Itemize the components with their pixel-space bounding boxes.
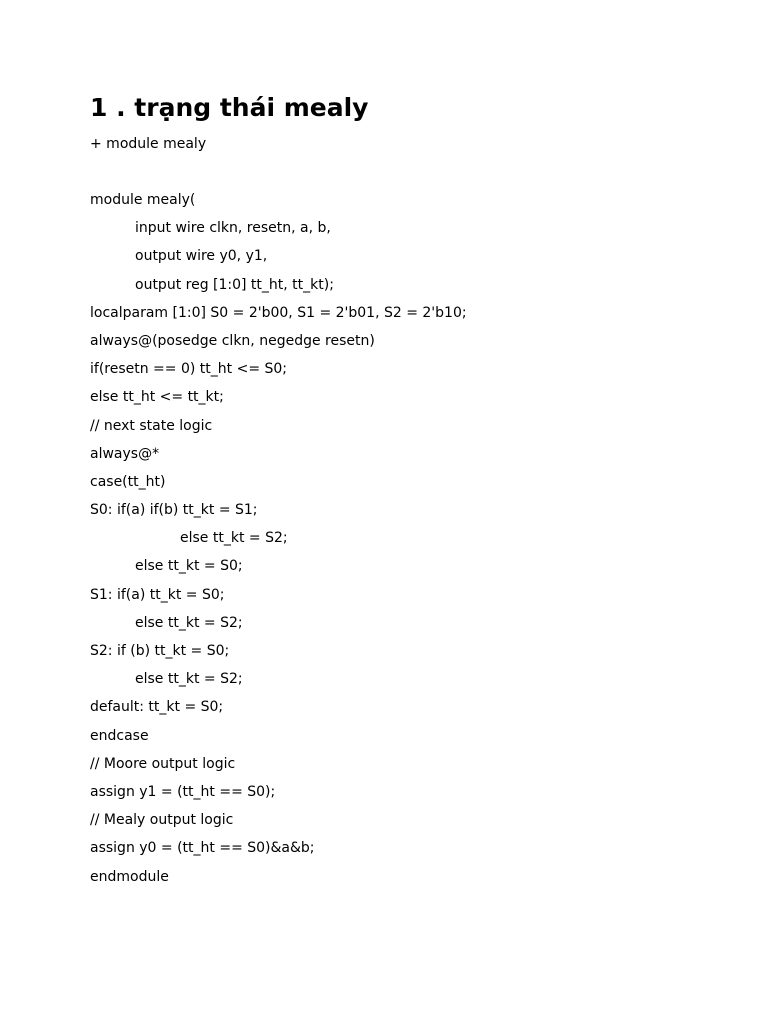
code-line: else tt_kt = S2;: [135, 671, 243, 688]
code-line: always@*: [90, 445, 160, 462]
section-heading: 1 . trạng thái mealy: [90, 93, 369, 122]
code-line: default: tt_kt = S0;: [90, 699, 224, 716]
code-line: always@(posedge clkn, negedge resetn): [90, 332, 375, 349]
code-line: else tt_kt = S2;: [180, 530, 288, 547]
code-line: else tt_kt = S2;: [135, 614, 243, 631]
code-line: localparam [1:0] S0 = 2'b00, S1 = 2'b01, S2 = 2'b10;: [90, 304, 467, 321]
code-line: S2: if (b) tt_kt = S0;: [90, 643, 230, 659]
code-line: output wire y0, y1,: [135, 248, 268, 265]
code-comment-line: // Moore output logic: [90, 755, 236, 772]
code-line: output reg [1:0] tt_ht, tt_kt);: [135, 276, 334, 293]
code-line: endmodule: [90, 868, 169, 885]
code-line: assign y1 = (tt_ht == S0);: [90, 783, 276, 800]
code-line: S1: if(a) tt_kt = S0;: [90, 586, 225, 603]
code-line: input wire clkn, resetn, a, b,: [135, 220, 331, 237]
code-line: else tt_kt = S0;: [135, 558, 243, 575]
code-line: if(resetn == 0) tt_ht <= S0;: [90, 361, 288, 378]
code-line: case(tt_ht): [90, 473, 166, 490]
code-comment-line: // Mealy output logic: [90, 812, 234, 829]
module-subheading: + module mealy: [90, 136, 207, 152]
code-line: else tt_ht <= tt_kt;: [90, 389, 224, 406]
code-line: module mealy(: [90, 192, 196, 208]
code-line: S0: if(a) if(b) tt_kt = S1;: [90, 502, 258, 519]
code-line: endcase: [90, 727, 149, 744]
code-line: assign y0 = (tt_ht == S0)&a&b;: [90, 840, 315, 857]
verilog-code-block: [90, 191, 467, 896]
code-comment-line: // next state logic: [90, 417, 213, 434]
